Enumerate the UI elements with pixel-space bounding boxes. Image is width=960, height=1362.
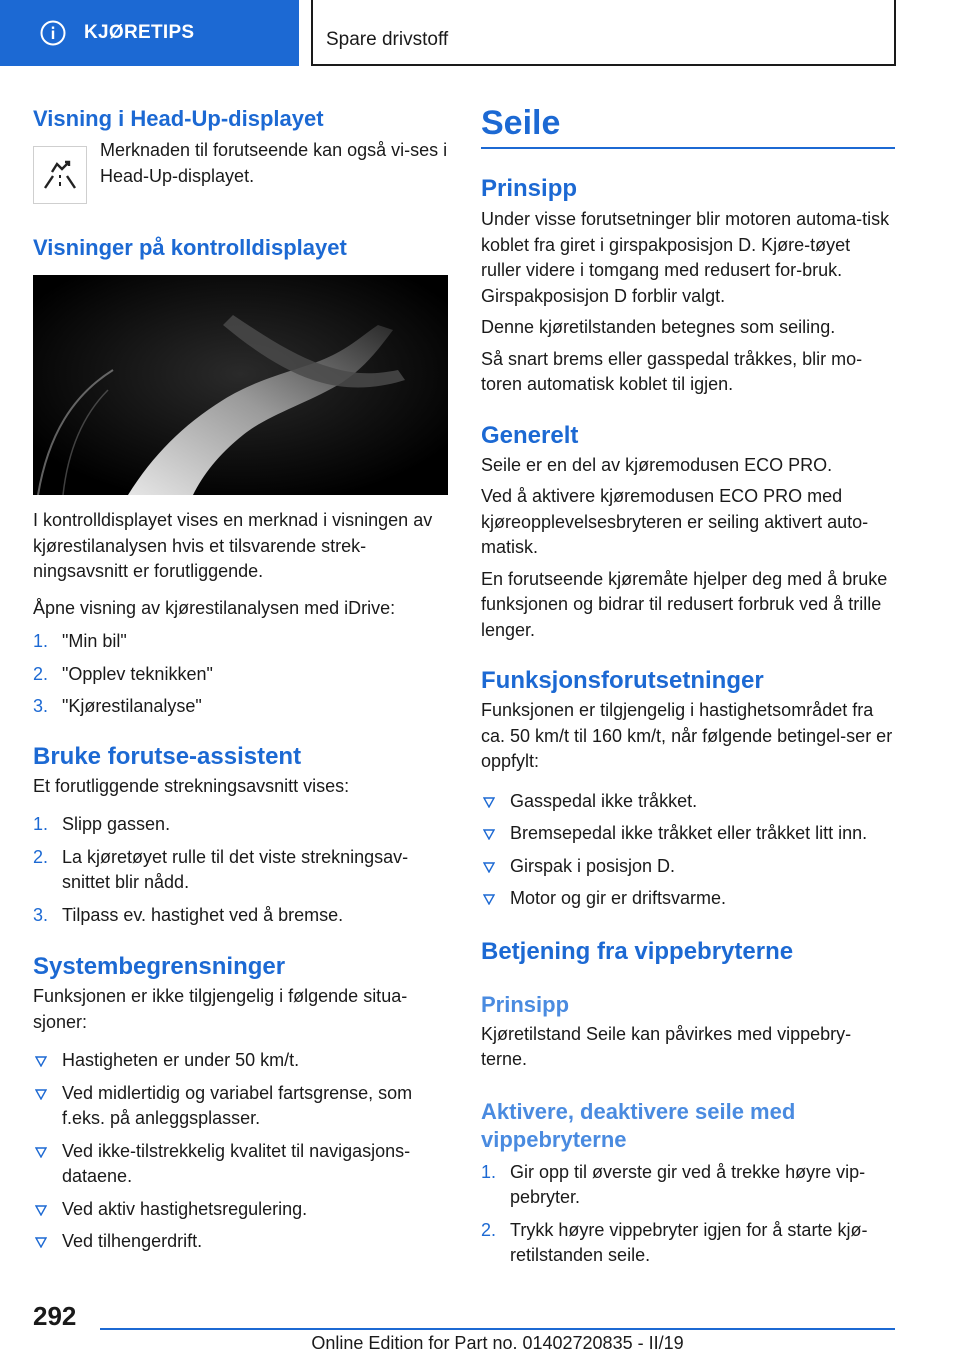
- right-column: [481, 100, 895, 1269]
- principle-text-1: Under visse forutsetninger blir motoren automa-tisk koblet fra giret i girspakposisjon D. Kjøre-tøyet ruller videre i tomgang med redusert for-bruk. Girspakposisjon D forblir valgt.: [481, 209, 890, 306]
- list-item: Gasspedal ikke tråkket.: [481, 789, 895, 815]
- footer-rule: [100, 1328, 895, 1330]
- activate-heading: Aktivere, deaktivere seile med vippebryterne: [481, 1098, 796, 1152]
- principle-heading: Prinsipp: [481, 175, 578, 202]
- list-item: Bremsepedal ikke tråkket eller tråkket litt inn.: [481, 821, 895, 847]
- triangle-bullet-icon: [483, 797, 495, 808]
- general-heading: Generelt: [481, 421, 579, 449]
- general-text-2: Ved å aktivere kjøremodusen ECO PRO med kjøreopplevelsesbryteren er seiling aktivert auto-matisk.: [481, 486, 869, 557]
- general-text-1: Seile er en del av kjøremodusen ECO PRO.: [481, 454, 833, 475]
- requirements-list: [481, 789, 895, 912]
- hud-heading: Visning i Head-Up-displayet: [33, 106, 324, 131]
- assist-steps-list: [33, 812, 448, 928]
- open-view-text: Åpne visning av kjørestilanalysen med iDrive:: [33, 597, 396, 618]
- list-item: 1. Slipp gassen.: [33, 814, 171, 834]
- hud-text: Merknaden til forutseende kan også vi-ses i Head-Up-displayet.: [100, 140, 448, 186]
- list-item: 1. "Min bil": [33, 631, 127, 651]
- heading-rule: [481, 147, 895, 149]
- assist-text: Et forutliggende strekningsavsnitt vises:: [33, 775, 350, 796]
- limits-text: Funksjonen er ikke tilgjengelig i følgende situa-sjoner:: [33, 986, 408, 1032]
- controldisplay-text: I kontrolldisplayet vises en merknad i visningen av kjørestilanalysen hvis et tilsvarende strek-ningsavsnitt er forutliggende.: [33, 510, 433, 581]
- list-item: 3. Tilpass ev. hastighet ved å bremse.: [33, 904, 344, 925]
- list-item: 2. "Opplev teknikken": [33, 663, 213, 684]
- list-item: Hastigheten er under 50 km/t.: [33, 1048, 448, 1074]
- list-item: Motor og gir er driftsvarme.: [481, 886, 895, 912]
- list-item: Girspak i posisjon D.: [481, 854, 895, 880]
- general-text-3: En forutseende kjøremåte hjelper deg med å bruke funksjonen og bidrar til redusert forbruk ved å trille lenger.: [481, 568, 888, 640]
- requirements-heading: Funksjonsforutsetninger: [481, 667, 764, 694]
- limits-heading: Systembegrensninger: [33, 953, 286, 980]
- triangle-bullet-icon: [483, 894, 495, 905]
- forecast-assistant-icon: [33, 146, 87, 204]
- triangle-bullet-icon: [483, 829, 495, 840]
- triangle-bullet-icon: [35, 1237, 47, 1248]
- list-item: 2. Trykk høyre vippebryter igjen for å starte kjø-retilstanden seile.: [481, 1219, 868, 1265]
- requirements-text: Funksjonen er tilgjengelig i hastighetsområdet fra ca. 50 km/t til 160 km/t, når følgende betingel-ser er oppfylt:: [481, 700, 893, 771]
- hud-note: [33, 138, 448, 204]
- paddle-heading: Betjening fra vippebryterne: [481, 937, 794, 965]
- paddle-principle-heading: Prinsipp: [481, 991, 570, 1017]
- triangle-bullet-icon: [35, 1056, 47, 1067]
- limits-list: [33, 1048, 448, 1255]
- info-icon: [40, 20, 66, 46]
- list-item: 3. "Kjørestilanalyse": [33, 696, 202, 716]
- footer-edition: Online Edition for Part no. 01402720835 - II/19: [311, 1333, 684, 1353]
- list-item: Ved tilhengerdrift.: [33, 1229, 448, 1255]
- breadcrumb: [311, 0, 896, 66]
- triangle-bullet-icon: [35, 1147, 47, 1158]
- section-label: KJØRETIPS: [84, 22, 195, 43]
- open-steps-list: [33, 629, 448, 720]
- controldisplay-heading: Visninger på kontrolldisplayet: [33, 235, 347, 260]
- road-display-image: [33, 275, 448, 495]
- triangle-bullet-icon: [35, 1089, 47, 1100]
- breadcrumb-label: Spare drivstoff: [326, 29, 449, 50]
- left-column: [33, 100, 448, 1255]
- principle-text-2: Denne kjøretilstanden betegnes som seiling.: [481, 317, 836, 337]
- paddle-principle-text: Kjøretilstand Seile kan påvirkes med vippebry-terne.: [481, 1023, 852, 1069]
- triangle-bullet-icon: [35, 1205, 47, 1216]
- list-item: Ved midlertidig og variabel fartsgrense, som f.eks. på anleggsplasser.: [33, 1081, 448, 1132]
- section-tab: [0, 0, 299, 66]
- assist-heading: Bruke forutse-assistent: [33, 742, 302, 770]
- activate-steps-list: [481, 1160, 895, 1269]
- principle-text-3: Så snart brems eller gasspedal tråkkes, blir mo-toren automatisk koblet til igjen.: [481, 348, 863, 394]
- list-item: Ved aktiv hastighetsregulering.: [33, 1197, 448, 1223]
- list-item: Ved ikke-tilstrekkelig kvalitet til navigasjons-dataene.: [33, 1139, 448, 1190]
- main-heading: Seile: [481, 104, 561, 142]
- page-number: 292: [33, 1301, 77, 1331]
- list-item: 1. Gir opp til øverste gir ved å trekke høyre vip-pebryter.: [481, 1161, 866, 1207]
- list-item: 2. La kjøretøyet rulle til det viste strekningsav-snittet blir nådd.: [33, 846, 409, 892]
- triangle-bullet-icon: [483, 862, 495, 873]
